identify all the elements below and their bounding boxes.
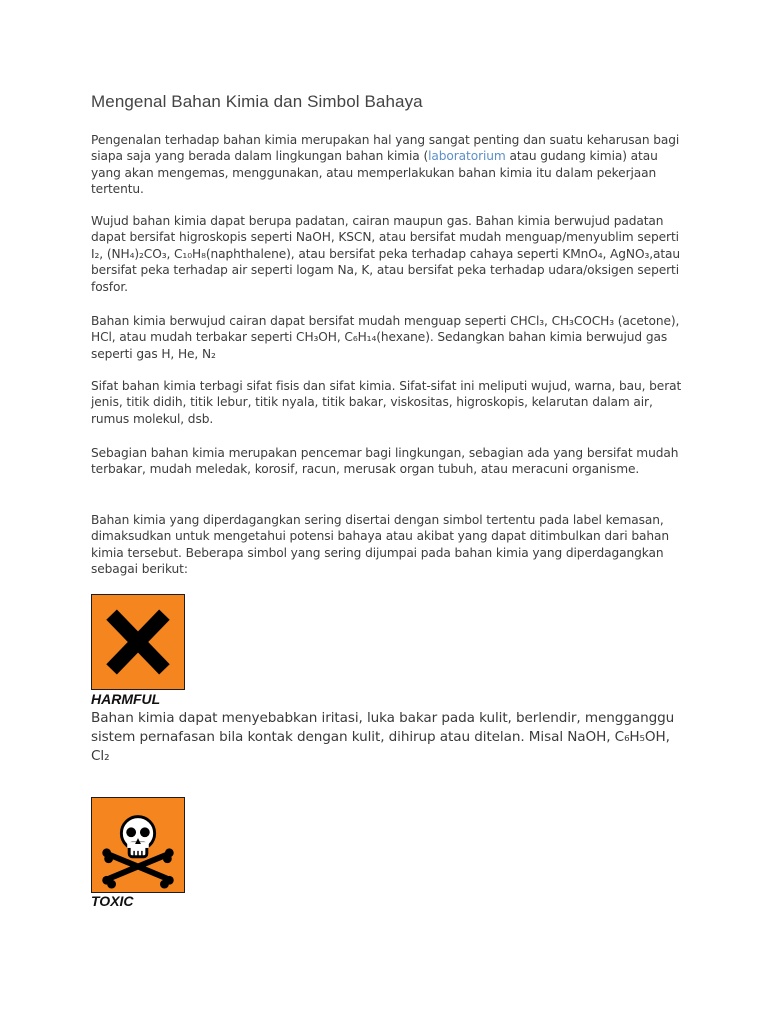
toxic-skull-icon bbox=[91, 797, 185, 893]
harmful-description: Bahan kimia dapat menyebabkan iritasi, luka bakar pada kulit, berlendir, mengganggu sistem pernafasan bila kontak dengan kulit, dihirup atau ditelan. Misal NaOH, C₆H₅OH, Cl₂ bbox=[91, 710, 675, 764]
harmful-label: HARMFUL bbox=[91, 691, 161, 707]
page-title: Mengenal Bahan Kimia dan Simbol Bahaya bbox=[91, 92, 423, 111]
paragraph-pollutants: Sebagian bahan kimia merupakan pencemar bagi lingkungan, sebagian ada yang bersifat mudah terbakar, mudah meledak, korosif, racun, merusak organ tubuh, atau meracuni organisme. bbox=[91, 446, 679, 477]
paragraph-symbols-intro: Bahan kimia yang diperdagangkan sering disertai dengan simbol tertentu pada label kemasan, dimaksudkan untuk mengetahui potensi bahaya atau akibat yang dapat ditimbulkan dari bahan kimia tersebut. Beberapa simbol yang sering dijumpai pada bahan kimia yang diperdagangkan sebagai berikut: bbox=[91, 513, 669, 577]
paragraph-liquids-gases: Bahan kimia berwujud cairan dapat bersifat mudah menguap seperti CHCl₃, CH₃COCH₃ (acetone), HCl, atau mudah terbakar seperti CH₃OH, C₆H₁₄(hexane). Sedangkan bahan kimia berwujud gas seperti gas H, He, N₂ bbox=[91, 314, 680, 361]
paragraph-intro-text-b: atau gudang kimia) atau yang akan mengemas, menggunakan, atau memperlakukan bahan kimia itu dalam pekerjaan tertentu. bbox=[91, 149, 658, 197]
paragraph-properties: Sifat bahan kimia terbagi sifat fisis dan sifat kimia. Sifat-sifat ini meliputi wujud, warna, bau, berat jenis, titik didih, titik lebur, titik nyala, titik bakar, viskositas, higroskopis, kelarutan dalam air, rumus molekul, dsb. bbox=[91, 379, 682, 426]
paragraph-intro bbox=[91, 132, 691, 198]
harmful-x-icon bbox=[91, 594, 185, 690]
laboratorium-link[interactable]: laboratorium bbox=[428, 149, 506, 164]
paragraph-intro-text-a: Pengenalan terhadap bahan kimia merupakan hal yang sangat penting dan suatu keharusan bagi siapa saja yang berada dalam lingkungan bahan kimia ( bbox=[91, 133, 680, 164]
toxic-label: TOXIC bbox=[91, 893, 134, 909]
paragraph-states: Wujud bahan kimia dapat berupa padatan, cairan maupun gas. Bahan kimia berwujud padatan dapat bersifat higroskopis seperti NaOH, KSCN, atau bersifat mudah menguap/menyublim seperti I₂, (NH₄)₂CO₃, C₁₀H₈(naphthalene), atau bersifat peka terhadap cahaya seperti KMnO₄, AgNO₃,atau bersifat peka terhadap air seperti logam Na, K, atau bersifat peka terhadap udara/oksigen seperti fosfor. bbox=[91, 214, 681, 294]
